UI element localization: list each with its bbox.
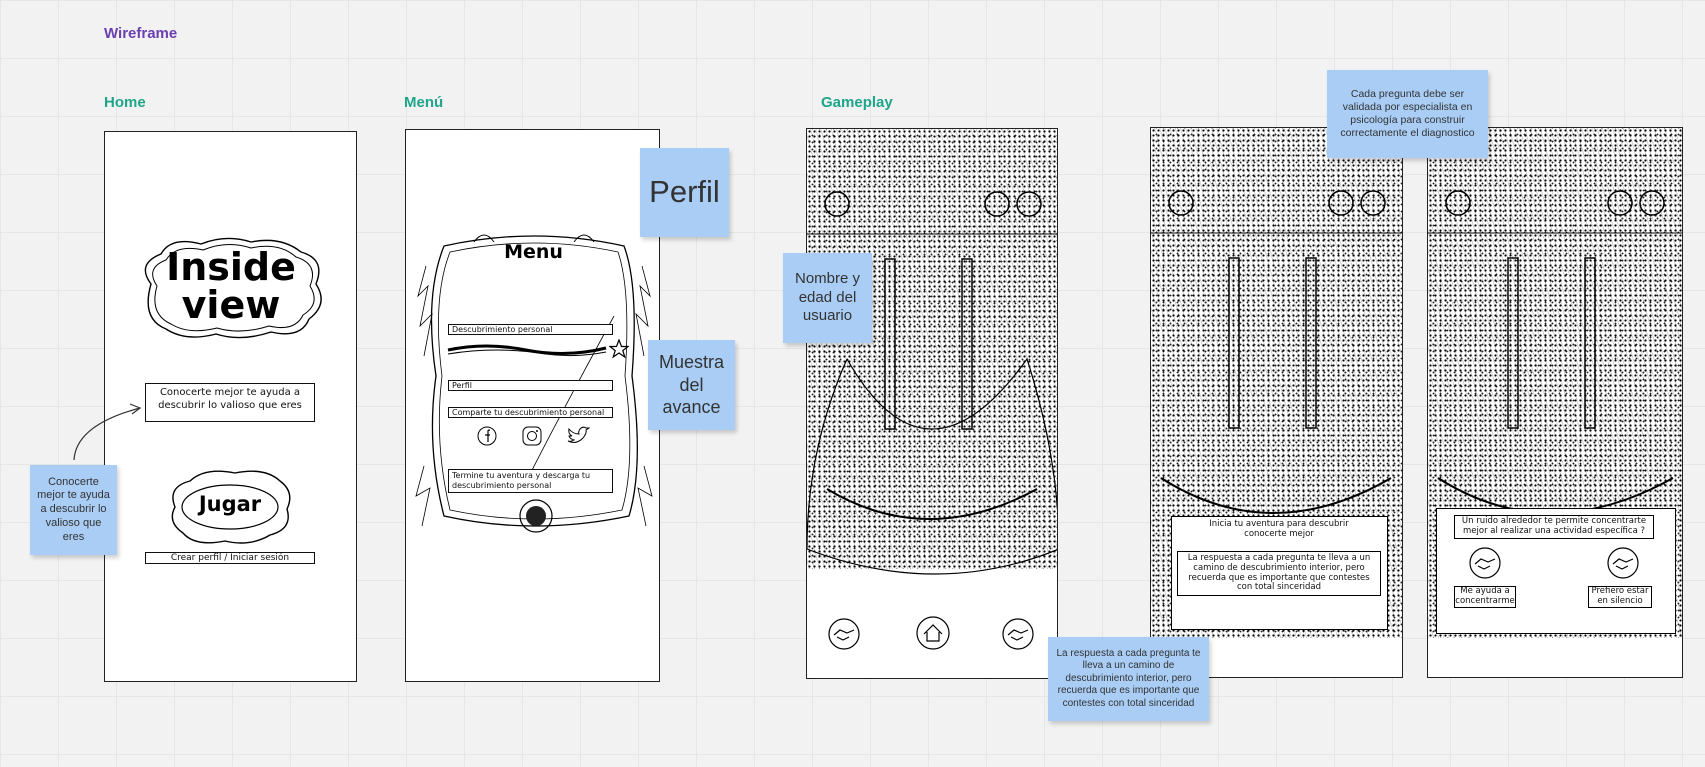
star-icon (609, 339, 629, 359)
twitter-icon[interactable] (566, 425, 590, 447)
menu-item-finish[interactable]: Termine tu aventura y descarga tu descubrimiento personal (448, 469, 613, 493)
menu-item-profile[interactable]: Perfil (448, 380, 613, 391)
intro-subheading: conocerte mejor (1244, 529, 1314, 539)
frame-title-gameplay[interactable]: Gameplay (821, 94, 893, 111)
menu-item-share[interactable]: Comparte tu descubrimiento personal (448, 407, 613, 418)
menu-header: Menu (504, 241, 563, 263)
forest-scene-1 (807, 129, 1058, 679)
question-text: Un ruido alrededor te permite concentrarte mejor al realizar una actividad específica ? (1454, 515, 1654, 539)
arrow-connector-icon (68, 400, 148, 462)
sticky-home-note[interactable]: Conocerte mejor te ayuda a descubrir lo valioso que eres (30, 465, 117, 555)
home-icon[interactable] (915, 615, 951, 651)
frame-title-home[interactable]: Home (104, 94, 146, 111)
sticky-progress[interactable]: Muestra del avance (648, 340, 735, 430)
board-title: Wireframe (104, 25, 178, 42)
play-button[interactable]: Jugar (198, 492, 262, 516)
logo-line1: Inside (166, 245, 296, 289)
sticky-user-info[interactable]: Nombre y edad del usuario (783, 253, 872, 343)
handshake-icon[interactable] (827, 617, 861, 651)
intro-heading: Inicia tu aventura para descubrir (1209, 519, 1349, 529)
option-a-button[interactable]: Me ayuda a concentrarme (1455, 586, 1515, 606)
handshake-icon-2[interactable] (1001, 617, 1035, 651)
gameplay-screen-2[interactable] (1150, 127, 1403, 678)
progress-bar (446, 340, 626, 360)
frame-title-menu[interactable]: Menú (404, 94, 444, 111)
logo-line2: view (181, 283, 281, 327)
facebook-icon[interactable] (476, 425, 498, 447)
option-a-icon[interactable] (1468, 546, 1502, 580)
sticky-validation[interactable]: Cada pregunta debe ser validada por especialista en psicología para construir correctamente el diagnostico (1327, 70, 1488, 158)
gameplay-screen-3[interactable] (1427, 127, 1683, 678)
option-b-button[interactable]: Prefiero estar en silencio (1588, 586, 1652, 608)
gameplay-screen-1[interactable] (806, 128, 1058, 679)
login-link[interactable]: Crear perfil / Iniciar sesión (145, 552, 315, 564)
tagline-box: Conocerte mejor te ayuda a descubrir lo valioso que eres (145, 383, 315, 422)
intro-body: La respuesta a cada pregunta te lleva a un camino de descubrimiento interior, pero recuerda que es importante que contestes con total sinceridad (1177, 551, 1381, 596)
menu-item-discovery[interactable]: Descubrimiento personal (448, 324, 613, 335)
option-b-icon[interactable] (1606, 546, 1640, 580)
instagram-icon[interactable] (521, 425, 543, 447)
sticky-profile[interactable]: Perfil (640, 148, 729, 237)
menu-frame[interactable] (405, 129, 660, 682)
sticky-answer-note[interactable]: La respuesta a cada pregunta te lleva a un camino de descubrimiento interior, pero recuerda que es importante que contestes con total sinceridad (1048, 637, 1209, 721)
